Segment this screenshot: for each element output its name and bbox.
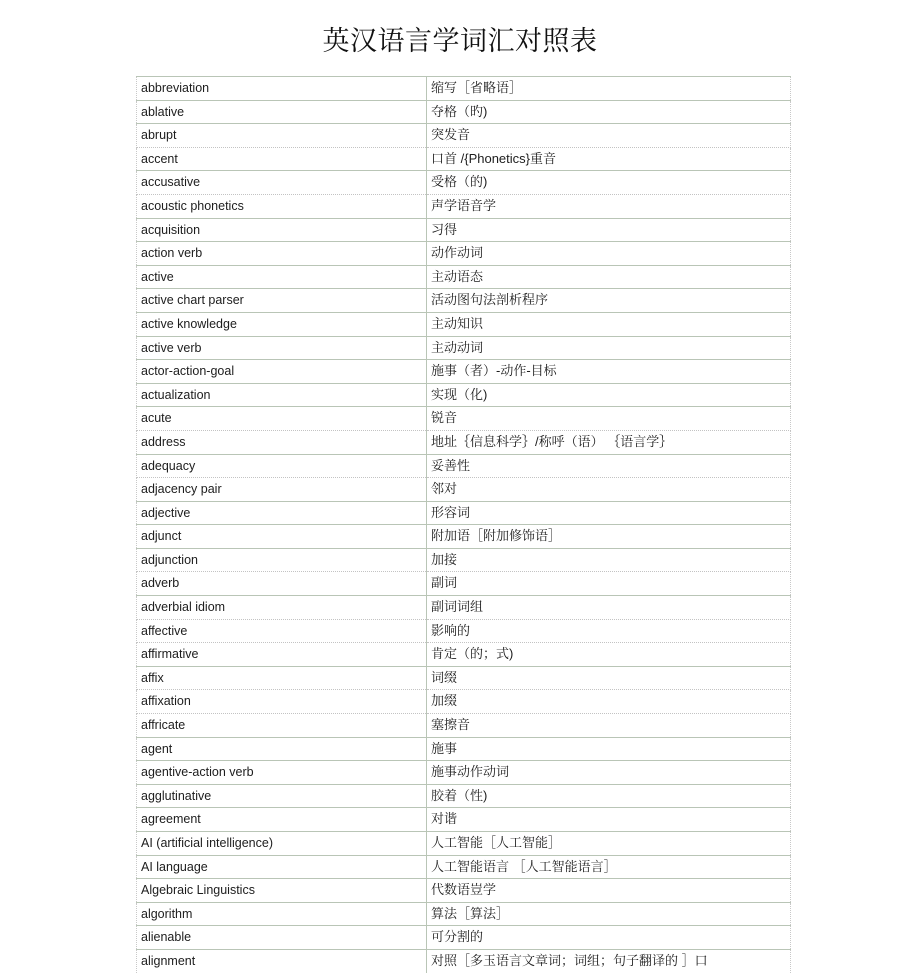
- table-row: [137, 926, 791, 950]
- table-row: [137, 124, 791, 148]
- english-term-cell: adequacy: [137, 454, 427, 478]
- chinese-gloss-cell: 声学语音学: [427, 194, 791, 218]
- english-term-cell: adjective: [137, 501, 427, 525]
- chinese-gloss-cell: 词缀: [427, 666, 791, 690]
- chinese-gloss-cell: 妥善性: [427, 454, 791, 478]
- chinese-gloss-cell: 夺格（旳): [427, 100, 791, 124]
- chinese-gloss-cell: 对照［多玉语言文章词；词组；句子翻译的 ］口: [427, 949, 791, 972]
- chinese-gloss-cell: 主动语态: [427, 265, 791, 289]
- chinese-gloss-cell: 主动知识: [427, 312, 791, 336]
- english-term-cell: action verb: [137, 242, 427, 266]
- english-term-cell: abbreviation: [137, 77, 427, 101]
- table-row: [137, 572, 791, 596]
- english-term-cell: abrupt: [137, 124, 427, 148]
- english-term-cell: AI language: [137, 855, 427, 879]
- glossary-table: [136, 76, 791, 973]
- chinese-gloss-cell: 算法［算法］: [427, 902, 791, 926]
- english-term-cell: alignment: [137, 949, 427, 972]
- chinese-gloss-cell: 活动图句法剖析程序: [427, 289, 791, 313]
- table-row: [137, 289, 791, 313]
- chinese-gloss-cell: 代数语豈学: [427, 879, 791, 903]
- english-term-cell: active verb: [137, 336, 427, 360]
- english-term-cell: active knowledge: [137, 312, 427, 336]
- table-row: [137, 879, 791, 903]
- chinese-gloss-cell: 副词词组: [427, 596, 791, 620]
- chinese-gloss-cell: 人工智能语言 ［人工智能语言］: [427, 855, 791, 879]
- english-term-cell: agent: [137, 737, 427, 761]
- english-term-cell: affixation: [137, 690, 427, 714]
- table-row: [137, 242, 791, 266]
- chinese-gloss-cell: 可分割的: [427, 926, 791, 950]
- english-term-cell: alienable: [137, 926, 427, 950]
- glossary-table-body: [137, 77, 791, 973]
- chinese-gloss-cell: 邻对: [427, 478, 791, 502]
- table-row: [137, 643, 791, 667]
- english-term-cell: acute: [137, 407, 427, 431]
- table-row: [137, 949, 791, 972]
- english-term-cell: affirmative: [137, 643, 427, 667]
- table-row: [137, 194, 791, 218]
- english-term-cell: acoustic phonetics: [137, 194, 427, 218]
- table-row: [137, 855, 791, 879]
- table-row: [137, 737, 791, 761]
- table-row: [137, 218, 791, 242]
- english-term-cell: accent: [137, 147, 427, 171]
- table-row: [137, 832, 791, 856]
- english-term-cell: AI (artificial intelligence): [137, 832, 427, 856]
- table-row: [137, 761, 791, 785]
- table-row: [137, 714, 791, 738]
- chinese-gloss-cell: 受格（的): [427, 171, 791, 195]
- english-term-cell: accusative: [137, 171, 427, 195]
- table-row: [137, 454, 791, 478]
- chinese-gloss-cell: 加接: [427, 548, 791, 572]
- chinese-gloss-cell: 突发音: [427, 124, 791, 148]
- chinese-gloss-cell: 缩写［省略语］: [427, 77, 791, 101]
- chinese-gloss-cell: 肯定（的；式): [427, 643, 791, 667]
- page-title: 英汉语言学词汇对照表: [322, 26, 598, 56]
- chinese-gloss-cell: 地址｛信息科学｝/称呼（语） ｛语言学｝: [427, 430, 791, 454]
- table-row: [137, 336, 791, 360]
- english-term-cell: adjacency pair: [137, 478, 427, 502]
- chinese-gloss-cell: 口首 /{Phonetics}重音: [427, 147, 791, 171]
- english-term-cell: adjunct: [137, 525, 427, 549]
- chinese-gloss-cell: 实现（化): [427, 383, 791, 407]
- english-term-cell: address: [137, 430, 427, 454]
- chinese-gloss-cell: 形容词: [427, 501, 791, 525]
- english-term-cell: agentive-action verb: [137, 761, 427, 785]
- chinese-gloss-cell: 影响的: [427, 619, 791, 643]
- table-row: [137, 430, 791, 454]
- english-term-cell: algorithm: [137, 902, 427, 926]
- english-term-cell: affricate: [137, 714, 427, 738]
- chinese-gloss-cell: 施事（者）-动作-目标: [427, 360, 791, 384]
- chinese-gloss-cell: 加缀: [427, 690, 791, 714]
- english-term-cell: adverb: [137, 572, 427, 596]
- english-term-cell: active: [137, 265, 427, 289]
- table-row: [137, 360, 791, 384]
- table-row: [137, 312, 791, 336]
- english-term-cell: agreement: [137, 808, 427, 832]
- table-row: [137, 383, 791, 407]
- english-term-cell: agglutinative: [137, 784, 427, 808]
- english-term-cell: adjunction: [137, 548, 427, 572]
- chinese-gloss-cell: 习得: [427, 218, 791, 242]
- english-term-cell: ablative: [137, 100, 427, 124]
- chinese-gloss-cell: 锐音: [427, 407, 791, 431]
- table-row: [137, 525, 791, 549]
- chinese-gloss-cell: 对谐: [427, 808, 791, 832]
- table-row: [137, 501, 791, 525]
- english-term-cell: affective: [137, 619, 427, 643]
- english-term-cell: adverbial idiom: [137, 596, 427, 620]
- table-row: [137, 619, 791, 643]
- table-row: [137, 902, 791, 926]
- chinese-gloss-cell: 人工智能［人工智能］: [427, 832, 791, 856]
- table-row: [137, 407, 791, 431]
- table-row: [137, 548, 791, 572]
- english-term-cell: Algebraic Linguistics: [137, 879, 427, 903]
- english-term-cell: actualization: [137, 383, 427, 407]
- english-term-cell: acquisition: [137, 218, 427, 242]
- chinese-gloss-cell: 施事: [427, 737, 791, 761]
- chinese-gloss-cell: 塞擦音: [427, 714, 791, 738]
- chinese-gloss-cell: 施事动作动词: [427, 761, 791, 785]
- table-row: [137, 478, 791, 502]
- english-term-cell: actor-action-goal: [137, 360, 427, 384]
- table-row: [137, 171, 791, 195]
- chinese-gloss-cell: 附加语［附加修饰语］: [427, 525, 791, 549]
- table-row: [137, 147, 791, 171]
- english-term-cell: affix: [137, 666, 427, 690]
- table-row: [137, 100, 791, 124]
- chinese-gloss-cell: 副词: [427, 572, 791, 596]
- table-row: [137, 690, 791, 714]
- chinese-gloss-cell: 胶着（性): [427, 784, 791, 808]
- chinese-gloss-cell: 动作动词: [427, 242, 791, 266]
- table-row: [137, 596, 791, 620]
- table-row: [137, 808, 791, 832]
- table-row: [137, 666, 791, 690]
- table-row: [137, 784, 791, 808]
- english-term-cell: active chart parser: [137, 289, 427, 313]
- table-row: [137, 77, 791, 101]
- table-row: [137, 265, 791, 289]
- chinese-gloss-cell: 主动动词: [427, 336, 791, 360]
